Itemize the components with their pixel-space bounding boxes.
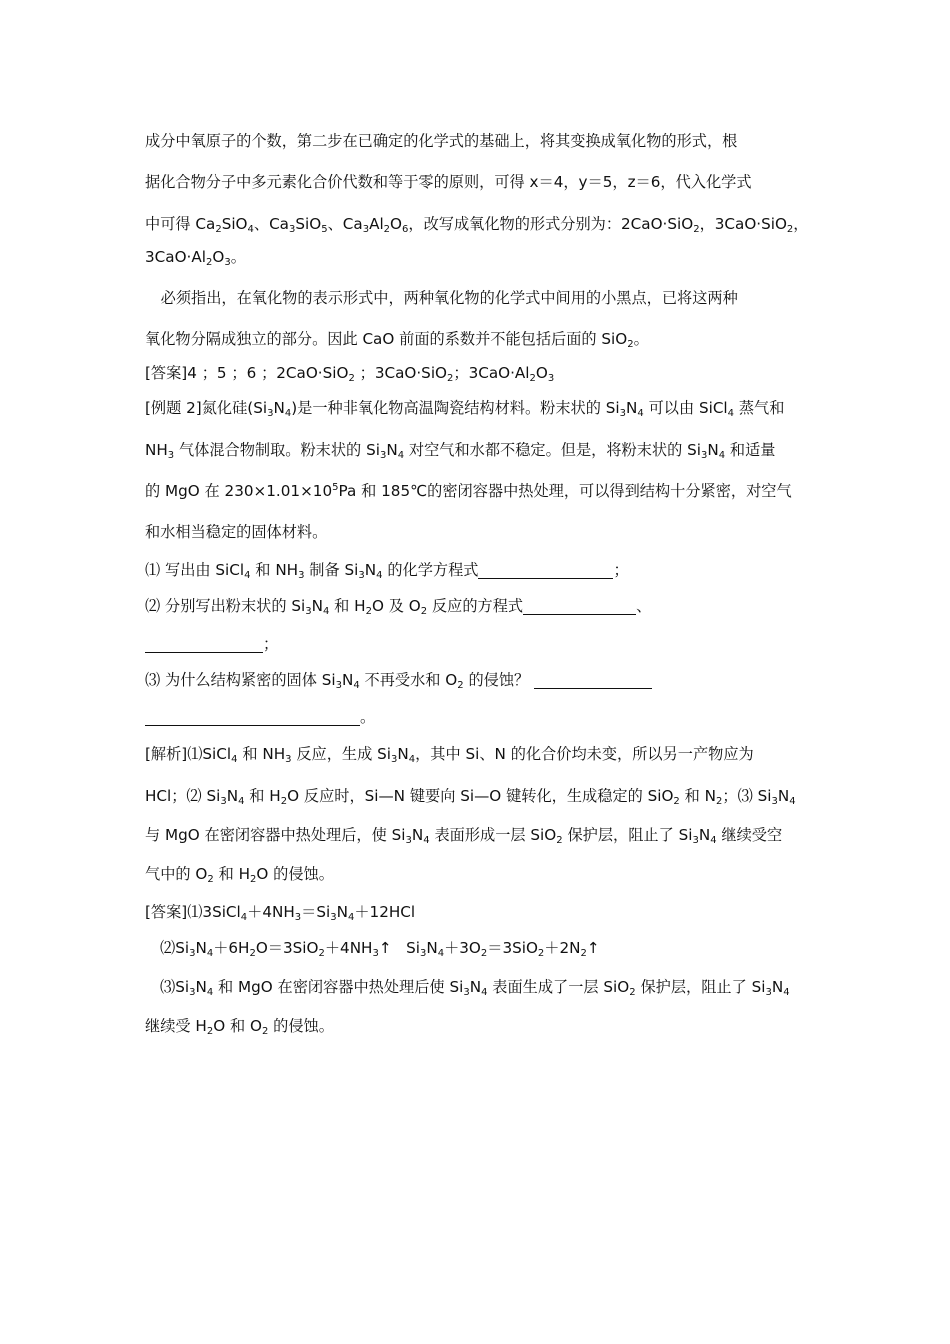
text-line: [例题 2]氮化硅$(Si_3N_4)$是一种非氧化物高温陶瓷结构材料。粉末状的 $Si_3N_4$ 可以由 SiCl$_4$ 蒸气和 [145, 399, 785, 419]
question-1: ⑴ 写出由 SiCl$_4$ 和 $NH_3$ 制备 $Si_3N_4$ 的化学方程式 ； [145, 561, 629, 581]
analysis-text: O 的侵蚀。 [256, 865, 334, 883]
answer-line: $⑶Si_3N_4$ 和 MgO 在密闭容器中热处理后使 $Si_3N_4$ 表面生成了一层 SiO$_2$ 保护层，阻止了 $Si_3N_4$ [160, 978, 790, 998]
question-text: 和 H [334, 597, 366, 615]
answer-text: O 和 O [213, 1017, 262, 1035]
answer-line: [答案]4 ；5 ；6 ；2CaO·SiO$_2$ ；3CaO·SiO$_2$；$3CaO\cdot Al_2O_3$ [145, 364, 555, 384]
paragraph-text: ，改写成氧化物的形式分别为： [408, 215, 622, 233]
analysis-text: HCl；⑵ [145, 787, 207, 805]
answer-text: ＋12HCl [354, 903, 416, 921]
paragraph-text: 必须指出，在氧化物的表示形式中，两种氧化物的化学式中间用的小黑点，已将这两种 [160, 289, 738, 307]
answer-blank[interactable] [534, 672, 652, 689]
answer-text: [答案]4 ；5 ；6 ； [145, 364, 277, 382]
question-text: 制备 [309, 561, 345, 579]
answer-blank[interactable] [145, 709, 360, 726]
answer-text: 表面生成了一层 SiO [492, 978, 630, 996]
answer-line: $⑵Si_3N_4+6H_2O=3SiO_2+4NH_3↑$ $Si_3N_4+3O_2=3SiO_2+2N_2↑$ [160, 939, 600, 959]
answer-text: 的侵蚀。 [273, 1017, 334, 1035]
text-line: 中可得 $Ca_2SiO_4$、$Ca_3SiO_5$、$Ca_3Al_2O_6$，改写成氧化物的形式分别为：2CaO·SiO$_2$，3CaO·SiO$_2$， [145, 215, 809, 235]
text-line [145, 522, 808, 542]
answer-blank[interactable] [478, 562, 613, 579]
paragraph-text: 气体混合物制取。粉末状的 [178, 441, 367, 459]
paragraph-text: )是一种非氧化物高温陶瓷结构材料。粉末状的 [291, 399, 606, 417]
text-line: 的 MgO 在 $230\times 1.01\times 10^5Pa$ 和 185℃的密闭容器中热处理，可以得到结构十分紧密，对空气 [145, 482, 792, 500]
question-text: ⑴ 写出由 [145, 561, 216, 579]
answer-line: [答案]$⑴3SiCl_4+4NH_3=Si_3N_4+12HCl$ [145, 903, 416, 923]
text-line: $3CaO\cdot Al_2O_3$。 [145, 248, 246, 268]
paragraph-text: 和水相当稳定的固体材料。 [145, 523, 328, 541]
answer-text: N [336, 903, 348, 921]
question-text: 的化学方程式 [387, 561, 479, 579]
question-text: 不再受水和 O [364, 671, 458, 689]
analysis-text: ；⑶ [722, 787, 758, 805]
question-text: 的侵蚀？ [468, 671, 530, 689]
analysis-text: 表面形成一层 SiO [434, 826, 557, 844]
analysis-line: 气中的 $O_2$ 和 $H_2O$ 的侵蚀。 [145, 865, 334, 885]
answer-blank[interactable] [523, 598, 636, 615]
analysis-line: 与 MgO 在密闭容器中热处理后，使 $Si_3N_4$ 表面形成一层 SiO$_2$ 保护层，阻止了 $Si_3N_4$ 继续受空 [145, 826, 783, 846]
text-line: 氧化物分隔成独立的部分。因此 CaO 前面的系数并不能包括后面的 SiO$_2$。 [145, 330, 649, 350]
paragraph-text: 成分中氧原子的个数，第二步在已确定的化学式的基础上，将其变换成氧化物的形式，根 [145, 132, 738, 150]
text-line [145, 172, 808, 192]
paragraph-text: Pa 和 185℃的密闭容器中热处理，可以得到结构十分紧密，对空气 [338, 482, 792, 500]
question-2-continued: ； [145, 634, 808, 654]
paragraph-text: 蒸气和 [738, 399, 785, 417]
paragraph-text: 中可得 [145, 215, 196, 233]
question-text: ⑶ 为什么结构紧密的固体 [145, 671, 322, 689]
question-text: 反应的方程式 [431, 597, 524, 615]
analysis-text: O 反应时，Si—N 键要向 Si—O 键转化，生成稳定的 SiO [287, 787, 674, 805]
answer-text: ⑵Si [160, 939, 190, 957]
answer-blank[interactable] [145, 636, 263, 653]
text-line [151, 288, 808, 308]
analysis-text: 和 H [249, 787, 281, 805]
question-2: ⑵ 分别写出粉末状的 $Si_3N_4$ 和 $H_2O$ 及 $O_2$ 反应的方程式 、 [145, 597, 652, 617]
analysis-text: 和 NH [242, 745, 286, 763]
answer-text: ⑶Si [160, 978, 190, 996]
question-text: ⑵ 分别写出粉末状的 [145, 597, 292, 615]
answer-text: 和 MgO 在密闭容器中热处理后使 [218, 978, 450, 996]
paragraph-text: 可以由 [648, 399, 699, 417]
analysis-text: 反应，生成 [296, 745, 378, 763]
answer-text: 继续受 H [145, 1017, 207, 1035]
paragraph-text: 据化合物分子中多元素化合价代数和等于零的原则，可得 x＝4，y＝5，z＝6，代入化学式 [145, 173, 752, 191]
analysis-text: ，其中 Si、N 的化合价均未变，所以另一产物应为 [415, 745, 754, 763]
analysis-text: 与 MgO 在密闭容器中热处理后，使 [145, 826, 392, 844]
question-3-continued: 。 [145, 707, 808, 727]
answer-text: ＝Si [301, 903, 331, 921]
paragraph-text: 和适量 [729, 441, 776, 459]
paragraph-text: 氧化物分隔成独立的部分。因此 CaO 前面的系数并不能包括后面的 [145, 330, 602, 348]
analysis-text: 气中的 O [145, 865, 208, 883]
question-text: O 及 O [371, 597, 421, 615]
analysis-text: 保护层，阻止了 [567, 826, 679, 844]
question-text: 和 [255, 561, 276, 579]
answer-text: ＋4NH [247, 903, 295, 921]
analysis-line: HCl；⑵ $Si_3N_4$ 和 $H_2O$ 反应时，Si—N 键要向 Si—O 键转化，生成稳定的 SiO$_2$ 和 $N_2$；⑶ $Si_3N_4$ [145, 787, 796, 807]
text-line: $NH_3$ 气体混合物制取。粉末状的 $Si_3N_4$ 对空气和水都不稳定。但是，将粉末状的 $Si_3N_4$ 和适量 [145, 441, 776, 461]
answer-text: 保护层，阻止了 [640, 978, 752, 996]
analysis-text: 和 H [218, 865, 250, 883]
paragraph-text: 的 MgO 在 230×1.01×10 [145, 482, 333, 500]
analysis-line: [解析]⑴SiCl$_4$ 和 $NH_3$ 反应，生成 $Si_3N_4$，其中 Si、N 的化合价均未变，所以另一产物应为 [145, 745, 754, 765]
analysis-text: 继续受空 [721, 826, 783, 844]
paragraph-text: 对空气和水都不稳定。但是，将粉末状的 [408, 441, 688, 459]
question-3: ⑶ 为什么结构紧密的固体 $Si_3N_4$ 不再受水和 $O_2$ 的侵蚀？ [145, 670, 808, 690]
answer-text: [答案]⑴3SiCl [145, 903, 241, 921]
text-line [145, 131, 808, 151]
example-title: [例题 2]氮化硅( [145, 399, 254, 417]
answer-line: 继续受 $H_2O$ 和 $O_2$ 的侵蚀。 [145, 1017, 334, 1037]
analysis-text: 和 N [684, 787, 717, 805]
analysis-text: [解析]⑴SiCl [145, 745, 232, 763]
